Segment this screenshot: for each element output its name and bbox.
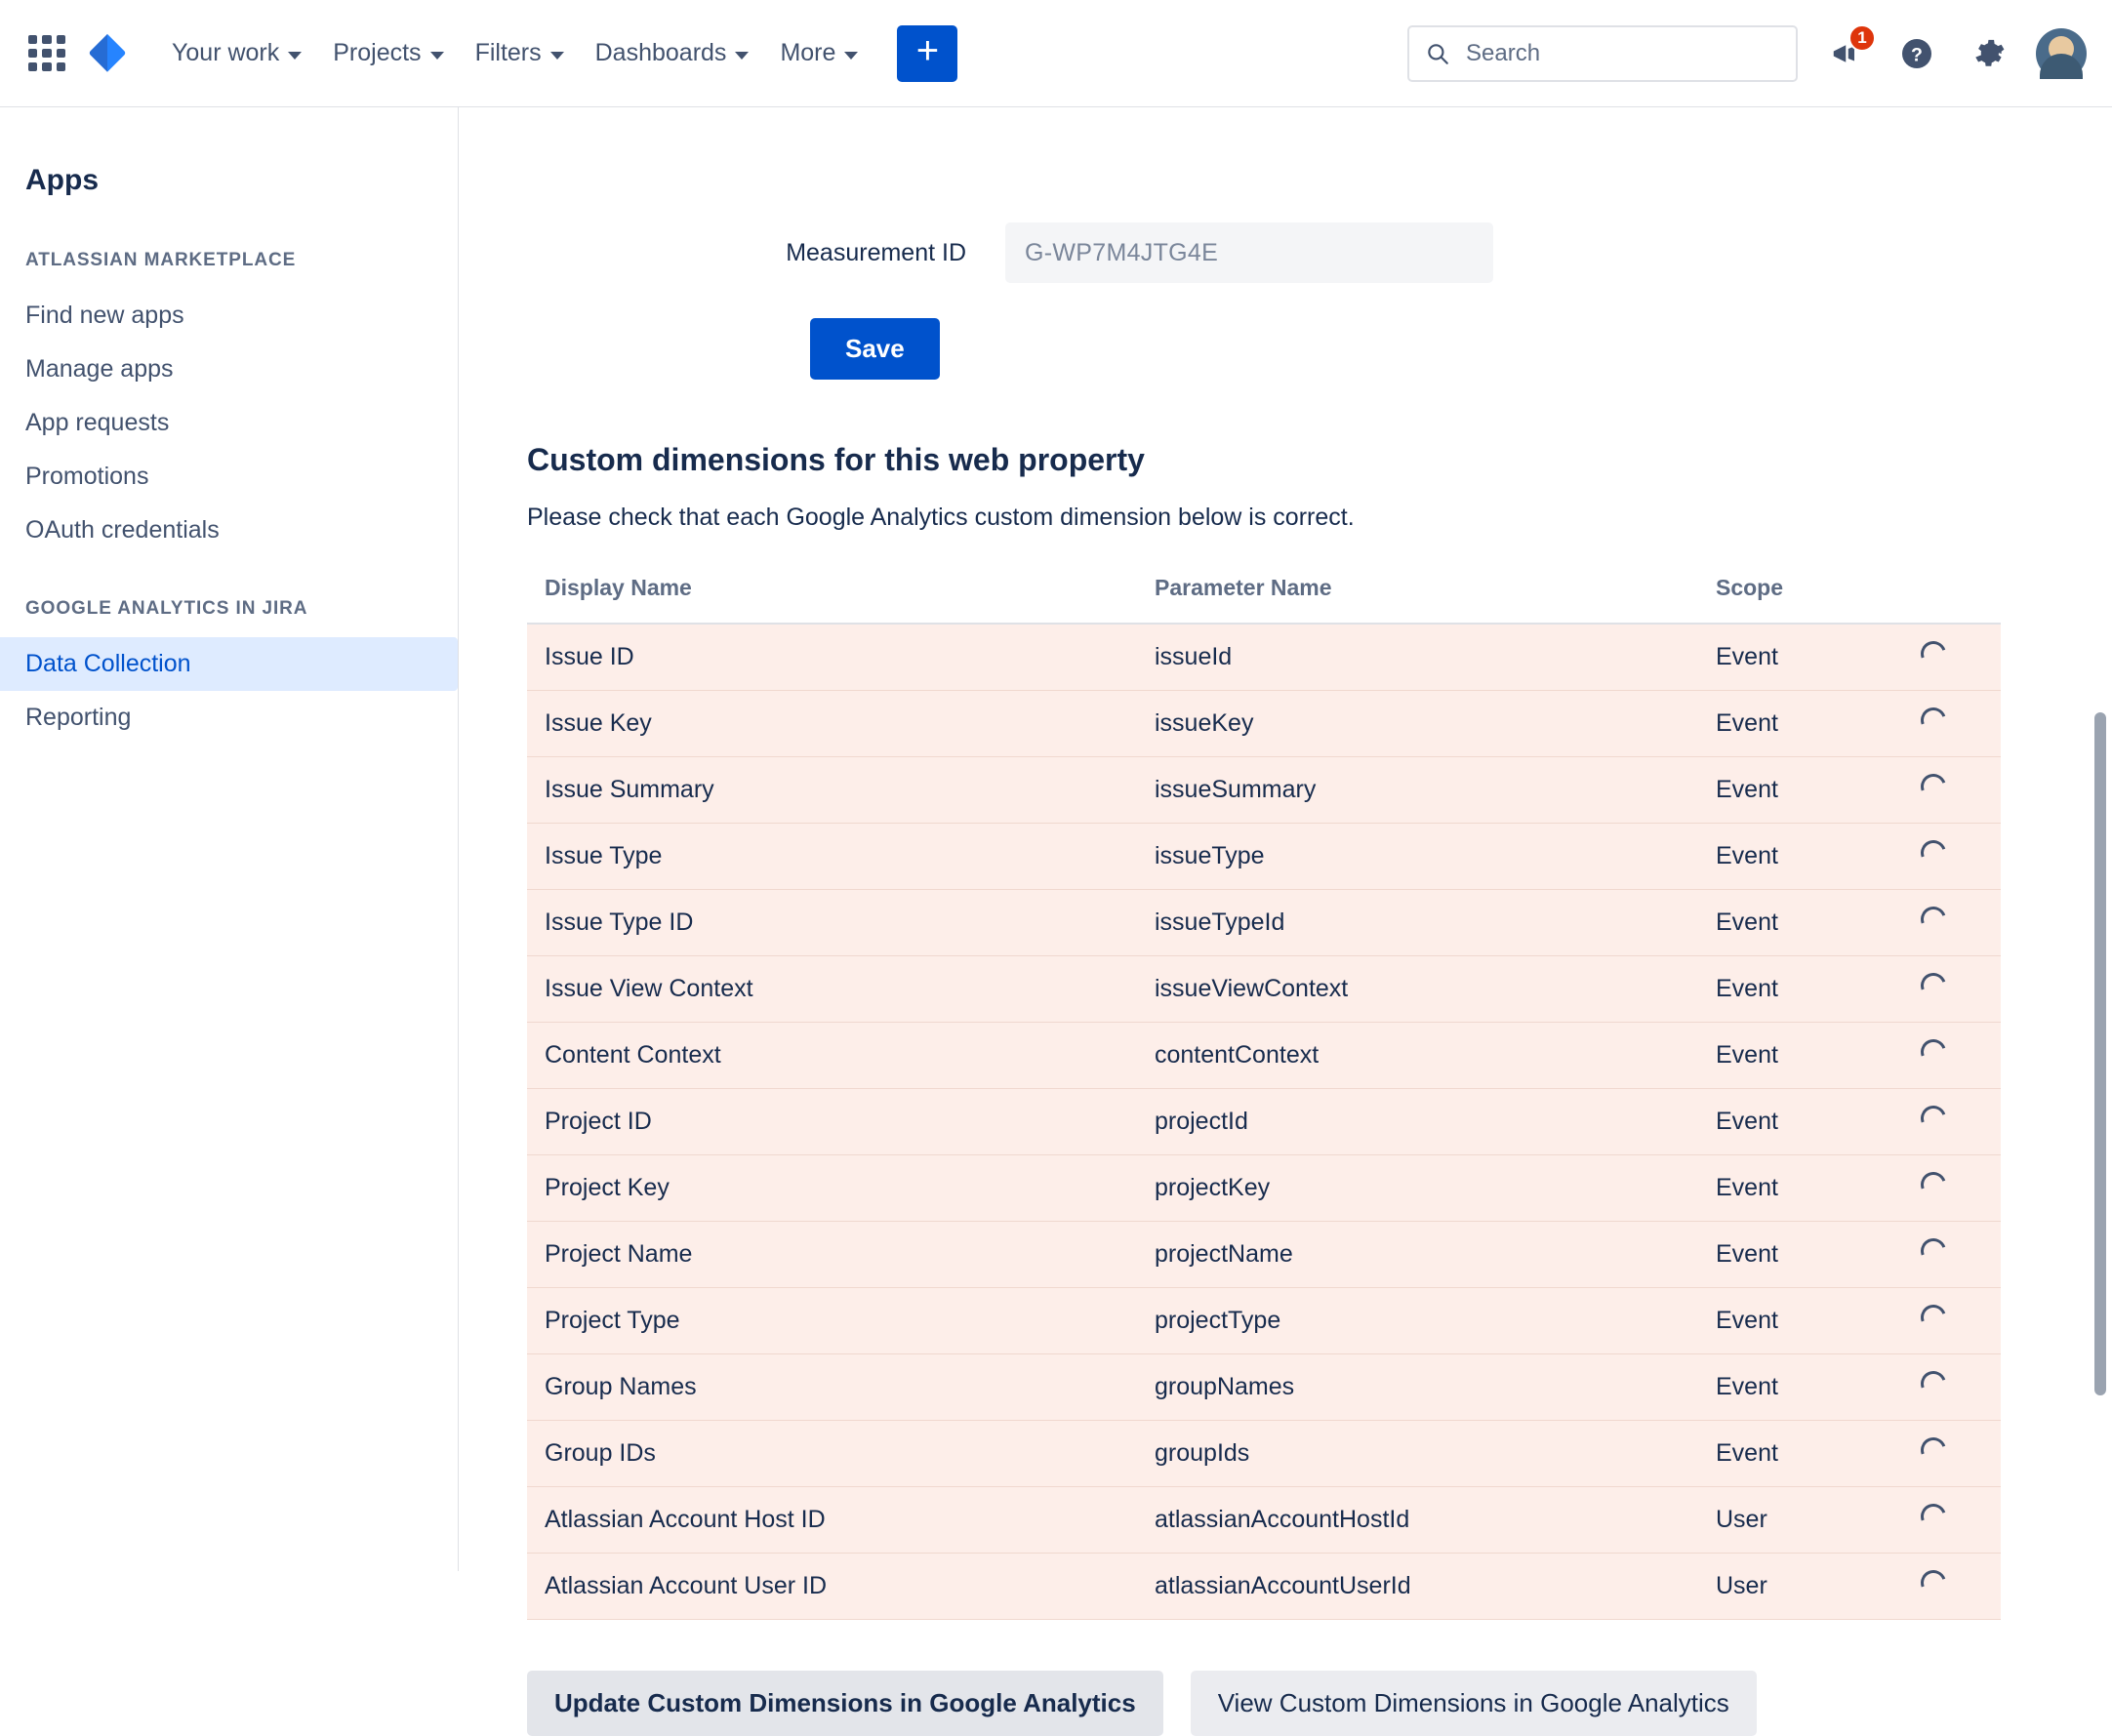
table-row — [527, 956, 2001, 1023]
cell-scope: User — [1698, 1487, 1903, 1554]
cell-status — [1903, 1487, 2001, 1554]
chevron-down-icon — [735, 52, 749, 60]
help-button[interactable] — [1891, 28, 1942, 79]
cell-status — [1903, 1023, 2001, 1089]
cell-parameter-name: projectType — [1137, 1288, 1698, 1354]
table-row — [527, 1554, 2001, 1620]
cell-scope: Event — [1698, 1421, 1903, 1487]
cell-status — [1903, 691, 2001, 757]
cell-scope: Event — [1698, 1354, 1903, 1421]
nav-item-dashboards[interactable] — [582, 29, 763, 77]
sidebar-section-heading-marketplace: ATLASSIAN MARKETPLACE — [25, 250, 297, 270]
cell-display-name: Atlassian Account Host ID — [527, 1487, 1137, 1554]
chevron-down-icon — [844, 52, 858, 60]
cell-display-name: Group IDs — [527, 1421, 1137, 1487]
table-header-row — [527, 575, 2001, 624]
nav-item-filters[interactable] — [462, 29, 578, 77]
cell-display-name: Atlassian Account User ID — [527, 1554, 1137, 1620]
gear-icon — [1972, 37, 2006, 70]
cell-display-name: Issue Type — [527, 824, 1137, 890]
cell-status — [1903, 757, 2001, 824]
table-row — [527, 1222, 2001, 1288]
cell-parameter-name: atlassianAccountHostId — [1137, 1487, 1698, 1554]
save-row — [810, 318, 2112, 380]
cell-scope: Event — [1698, 1222, 1903, 1288]
sidebar-item-manage-apps[interactable] — [0, 343, 458, 396]
loading-spinner-icon — [1917, 1301, 1951, 1335]
save-button[interactable]: Save — [810, 318, 940, 380]
loading-spinner-icon — [1917, 1168, 1951, 1202]
nav-item-label: More — [780, 39, 836, 66]
measurement-id-label: Measurement ID — [786, 238, 966, 266]
cell-parameter-name: issueType — [1137, 824, 1698, 890]
user-avatar[interactable] — [2036, 28, 2087, 79]
loading-spinner-icon — [1917, 836, 1951, 870]
column-header-display-name: Display Name — [527, 575, 1137, 624]
plus-icon: + — [915, 28, 940, 72]
cell-parameter-name: projectKey — [1137, 1155, 1698, 1222]
create-button[interactable] — [897, 25, 957, 82]
measurement-id-row — [527, 222, 2112, 283]
page-body — [0, 107, 2112, 1717]
cell-display-name: Content Context — [527, 1023, 1137, 1089]
sidebar-item-find-new-apps[interactable] — [0, 289, 458, 343]
sidebar-spacer — [0, 557, 458, 598]
table-row — [527, 1288, 2001, 1354]
cell-scope: Event — [1698, 1288, 1903, 1354]
cell-scope: Event — [1698, 757, 1903, 824]
cell-scope: Event — [1698, 1023, 1903, 1089]
cell-status — [1903, 1554, 2001, 1620]
table-row — [527, 1023, 2001, 1089]
column-header-status — [1903, 575, 2001, 624]
jira-logo-icon[interactable] — [82, 28, 133, 79]
cell-status — [1903, 1222, 2001, 1288]
nav-item-projects[interactable] — [319, 29, 457, 77]
sidebar-section-heading-google-analytics: GOOGLE ANALYTICS IN JIRA — [25, 598, 308, 619]
notification-badge: 1 — [1848, 24, 1876, 52]
cell-display-name: Project Name — [527, 1222, 1137, 1288]
table-row — [527, 1354, 2001, 1421]
sidebar-item-label: Reporting — [25, 704, 132, 731]
cell-status — [1903, 824, 2001, 890]
sidebar-title: Apps — [25, 164, 99, 196]
loading-spinner-icon — [1917, 969, 1951, 1003]
table-row — [527, 1487, 2001, 1554]
loading-spinner-icon — [1917, 770, 1951, 804]
settings-button[interactable] — [1964, 28, 2014, 79]
notifications-button[interactable] — [1819, 28, 1870, 79]
loading-spinner-icon — [1917, 903, 1951, 937]
cell-scope: Event — [1698, 691, 1903, 757]
cell-display-name: Issue ID — [527, 624, 1137, 691]
cell-status — [1903, 890, 2001, 956]
cell-display-name: Issue Summary — [527, 757, 1137, 824]
view-custom-dimensions-button[interactable]: View Custom Dimensions in Google Analytics — [1191, 1671, 1757, 1736]
cell-status — [1903, 956, 2001, 1023]
table-row — [527, 890, 2001, 956]
table-row — [527, 624, 2001, 691]
search-box[interactable] — [1407, 25, 1798, 82]
sidebar-item-label: OAuth credentials — [25, 516, 220, 544]
cell-parameter-name: issueViewContext — [1137, 956, 1698, 1023]
search-input[interactable] — [1464, 39, 1780, 68]
table-row — [527, 691, 2001, 757]
cell-parameter-name: contentContext — [1137, 1023, 1698, 1089]
cell-scope: Event — [1698, 956, 1903, 1023]
custom-dimensions-title: Custom dimensions for this web property — [527, 442, 1145, 477]
loading-spinner-icon — [1917, 704, 1951, 738]
sidebar-item-reporting[interactable] — [0, 691, 458, 745]
avatar-body — [2040, 54, 2083, 79]
cell-display-name: Issue View Context — [527, 956, 1137, 1023]
main-content-inner — [459, 107, 2112, 1736]
cell-scope: Event — [1698, 824, 1903, 890]
loading-spinner-icon — [1917, 1035, 1951, 1070]
chevron-down-icon — [430, 52, 444, 60]
cell-status — [1903, 1354, 2001, 1421]
cell-scope: Event — [1698, 624, 1903, 691]
cell-parameter-name: issueTypeId — [1137, 890, 1698, 956]
loading-spinner-icon — [1917, 1433, 1951, 1468]
cell-display-name: Group Names — [527, 1354, 1137, 1421]
cell-display-name: Project Type — [527, 1288, 1137, 1354]
cell-display-name: Project Key — [527, 1155, 1137, 1222]
measurement-id-input[interactable]: G-WP7M4JTG4E — [1005, 222, 1493, 283]
main-content — [459, 107, 2112, 1717]
loading-spinner-icon — [1917, 1102, 1951, 1136]
loading-spinner-icon — [1917, 1566, 1951, 1600]
loading-spinner-icon — [1917, 1500, 1951, 1534]
chevron-down-icon — [550, 52, 564, 60]
cell-parameter-name: issueKey — [1137, 691, 1698, 757]
loading-spinner-icon — [1917, 1367, 1951, 1401]
search-icon — [1425, 41, 1450, 66]
custom-dimensions-table — [527, 575, 2001, 1620]
sidebar-item-data-collection[interactable] — [0, 637, 458, 691]
nav-item-label: Projects — [333, 39, 422, 66]
sidebar-item-label: Promotions — [25, 463, 149, 490]
sidebar-item-label: Data Collection — [25, 650, 191, 677]
sidebar-item-oauth-credentials[interactable] — [0, 504, 458, 557]
sidebar-item-label: Find new apps — [25, 302, 184, 329]
top-nav-right-group — [1407, 25, 2087, 82]
cell-parameter-name: atlassianAccountUserId — [1137, 1554, 1698, 1620]
cell-parameter-name: groupNames — [1137, 1354, 1698, 1421]
cell-display-name: Issue Key — [527, 691, 1137, 757]
custom-dimensions-description: Please check that each Google Analytics custom dimension below is correct. — [527, 504, 1355, 531]
nav-item-more[interactable] — [766, 29, 872, 77]
cell-parameter-name: issueSummary — [1137, 757, 1698, 824]
nav-item-label: Dashboards — [594, 39, 727, 66]
table-row — [527, 1421, 2001, 1487]
vertical-scrollbar[interactable] — [2094, 712, 2106, 1395]
sidebar-item-app-requests[interactable] — [0, 396, 458, 450]
cell-parameter-name: projectName — [1137, 1222, 1698, 1288]
cell-parameter-name: projectId — [1137, 1089, 1698, 1155]
svg-text:?: ? — [1911, 44, 1923, 65]
chevron-down-icon — [288, 52, 302, 60]
cell-scope: Event — [1698, 890, 1903, 956]
update-custom-dimensions-button[interactable]: Update Custom Dimensions in Google Analytics — [527, 1671, 1163, 1736]
cell-status — [1903, 1288, 2001, 1354]
cell-display-name: Issue Type ID — [527, 890, 1137, 956]
cell-scope: Event — [1698, 1089, 1903, 1155]
column-header-parameter-name: Parameter Name — [1137, 575, 1698, 624]
table-row — [527, 1155, 2001, 1222]
action-button-row — [527, 1671, 2112, 1736]
sidebar-item-label: App requests — [25, 409, 170, 436]
loading-spinner-icon — [1917, 1234, 1951, 1269]
cell-status — [1903, 1155, 2001, 1222]
cell-display-name: Project ID — [527, 1089, 1137, 1155]
cell-parameter-name: groupIds — [1137, 1421, 1698, 1487]
nav-item-label: Filters — [474, 39, 542, 66]
cell-status — [1903, 1089, 2001, 1155]
cell-parameter-name: issueId — [1137, 624, 1698, 691]
table-row — [527, 757, 2001, 824]
top-navigation-bar — [0, 0, 2112, 107]
cell-scope: Event — [1698, 1155, 1903, 1222]
sidebar-item-label: Manage apps — [25, 355, 174, 383]
loading-spinner-icon — [1917, 637, 1951, 671]
help-icon — [1899, 36, 1934, 71]
table-row — [527, 824, 2001, 890]
table-row — [527, 1089, 2001, 1155]
nav-item-label: Your work — [172, 39, 280, 66]
cell-status — [1903, 1421, 2001, 1487]
column-header-scope: Scope — [1698, 575, 1903, 624]
cell-scope: User — [1698, 1554, 1903, 1620]
sidebar-item-promotions[interactable] — [0, 450, 458, 504]
nav-item-your-work[interactable] — [158, 29, 315, 77]
app-switcher-icon[interactable] — [25, 32, 68, 75]
sidebar — [0, 107, 459, 1571]
cell-status — [1903, 624, 2001, 691]
